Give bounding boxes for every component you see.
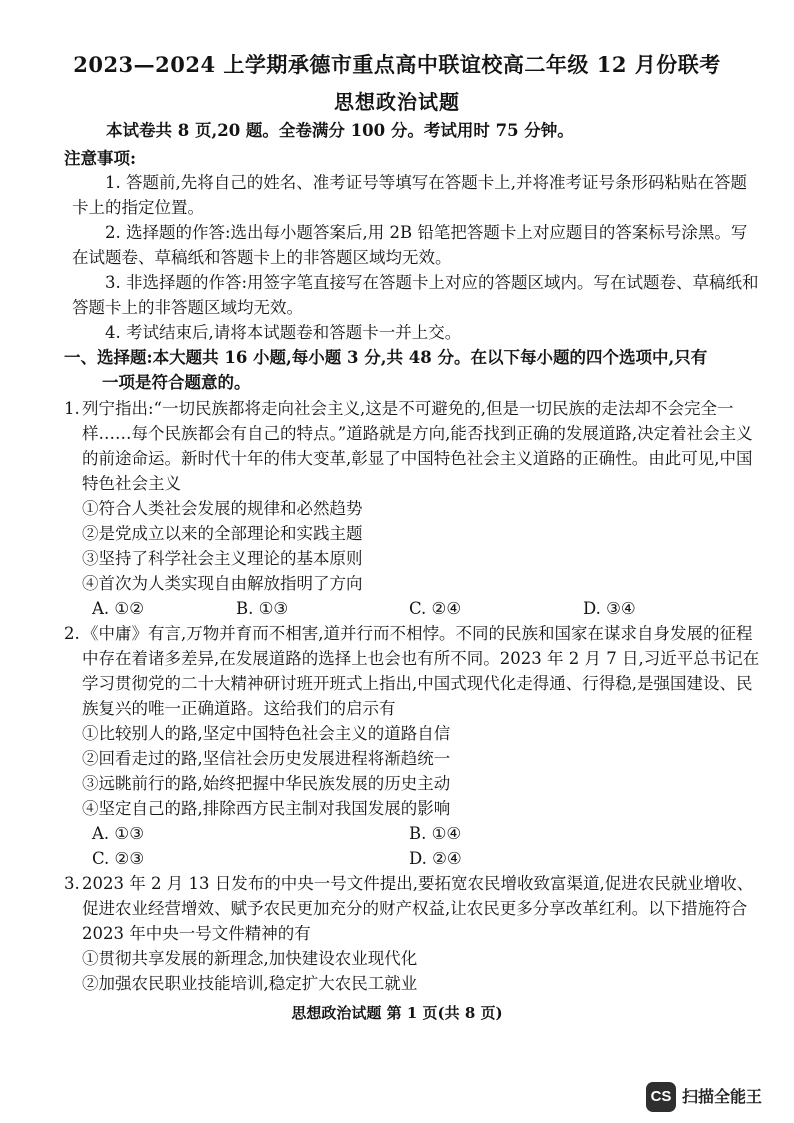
option-d: D. ③④ bbox=[583, 599, 636, 618]
option-a: A. ①③ bbox=[92, 824, 144, 843]
note-item: 2. 选择题的作答:选出每小题答案后,用 2B 铅笔把答题卡上对应题目的答案标号涂黑。写在试题卷、草稿纸和答题卡上的非答题区域均无效。 bbox=[72, 223, 748, 267]
question-stem: 列宁指出:“一切民族都将走向社会主义,这是不可避免的,但是一切民族的走法却不会完全一样……每个民族都会有自己的特点。”道路就是方向,能否找到正确的发展道路,决定着社会主义的前途命运。新时代十年的伟大变革,彰显了中国特色社会主义道路的正确性。由此可见,中国特色社会主义 bbox=[82, 399, 753, 493]
section-heading-line2: 一项是符合题意的。 bbox=[102, 373, 251, 392]
exam-subject: 思想政治试题 bbox=[334, 90, 460, 114]
exam-title: 2023—2024 上学期承德市重点高中联谊校高二年级 12 月份联考 bbox=[73, 52, 721, 77]
question-number: 2. bbox=[64, 624, 80, 643]
note-item: 4. 考试结束后,请将本试题卷和答题卡一并上交。 bbox=[105, 323, 462, 342]
question-number: 1. bbox=[64, 399, 80, 418]
statement: ④坚定自己的路,排除西方民主制对我国发展的影响 bbox=[82, 799, 451, 818]
option-b: B. ①④ bbox=[409, 824, 462, 843]
statement: ②加强农民职业技能培训,稳定扩大农民工就业 bbox=[82, 974, 418, 993]
statement: ①贯彻共享发展的新理念,加快建设农业现代化 bbox=[82, 949, 418, 968]
camscanner-watermark: 扫描全能王 bbox=[682, 1087, 763, 1106]
statement: ①符合人类社会发展的规律和必然趋势 bbox=[82, 499, 363, 518]
statement: ②是党成立以来的全部理论和实践主题 bbox=[82, 524, 363, 543]
statement: ②回看走过的路,坚信社会历史发展进程将渐趋统一 bbox=[82, 749, 451, 768]
note-item: 1. 答题前,先将自己的姓名、准考证号等填写在答题卡上,并将准考证号条形码粘贴在答题卡上的指定位置。 bbox=[72, 173, 747, 217]
camscanner-logo-icon: CS bbox=[646, 1082, 676, 1112]
exam-intro: 本试卷共 8 页,20 题。全卷满分 100 分。考试用时 75 分钟。 bbox=[106, 121, 574, 140]
notes-heading: 注意事项: bbox=[64, 149, 137, 168]
question-stem: 《中庸》有言,万物并育而不相害,道并行而不相悖。不同的民族和国家在谋求自身发展的征程中存在着诸多差异,在发展道路的选择上也会也有所不同。2023 年 2 月 7 日,习近平总书记在学习贯彻党的二十大精神研讨班开班式上指出,中国式现代化走得通、行得稳,是强国建设、民族复兴的唯一正确道路。这给我们的启示有 bbox=[82, 624, 760, 718]
page-footer: 思想政治试题 第 1 页(共 8 页) bbox=[291, 1004, 503, 1022]
question-number: 3. bbox=[64, 874, 80, 893]
option-c: C. ②③ bbox=[92, 849, 145, 868]
question-stem: 2023 年 2 月 13 日发布的中央一号文件提出,要拓宽农民增收致富渠道,促进农民就业增收、促进农业经营增效、赋予农民更加充分的财产权益,让农民更多分享改革红利。以下措施符合 2023 年中央一号文件精神的有 bbox=[82, 874, 754, 943]
statement: ④首次为人类实现自由解放指明了方向 bbox=[82, 574, 363, 593]
note-item: 3. 非选择题的作答:用签字笔直接写在答题卡上对应的答题区域内。写在试题卷、草稿纸和答题卡上的非答题区域均无效。 bbox=[72, 273, 759, 317]
statement: ③远眺前行的路,始终把握中华民族发展的历史主动 bbox=[82, 774, 451, 793]
statement: ①比较别人的路,坚定中国特色社会主义的道路自信 bbox=[82, 724, 451, 743]
option-c: C. ②④ bbox=[409, 599, 462, 618]
option-a: A. ①② bbox=[92, 599, 144, 618]
option-d: D. ②④ bbox=[409, 849, 462, 868]
option-b: B. ①③ bbox=[236, 599, 289, 618]
section-heading-line1: 一、选择题:本大题共 16 小题,每小题 3 分,共 48 分。在以下每小题的四个选项中,只有 bbox=[64, 348, 708, 367]
statement: ③坚持了科学社会主义理论的基本原则 bbox=[82, 549, 363, 568]
